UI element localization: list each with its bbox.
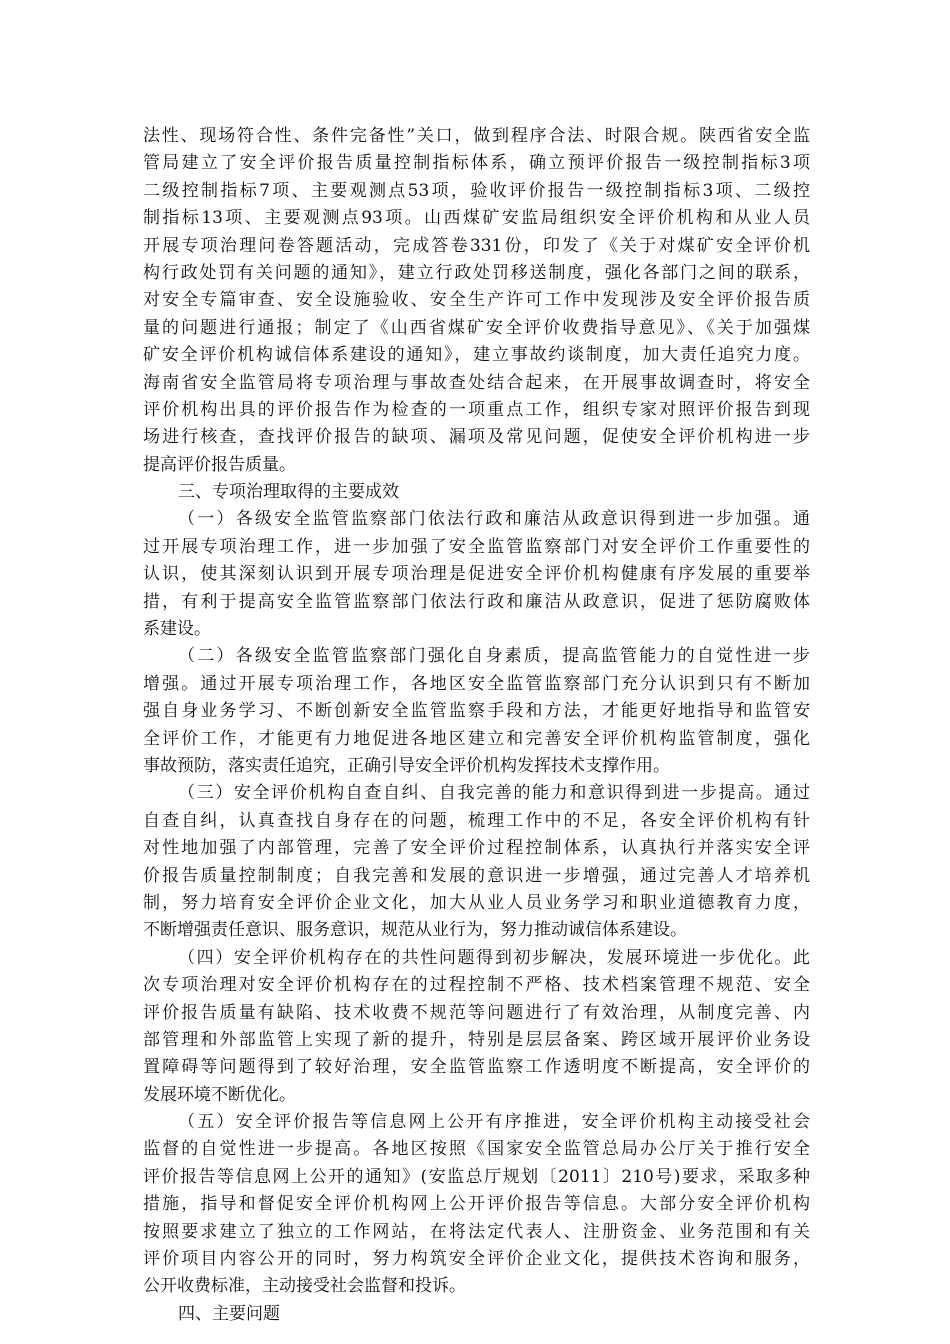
text-line: 系建设。 [143, 619, 211, 640]
text-line: （四）安全评价机构存在的共性问题得到初步解决，发展环境进一步优化。此 [178, 947, 810, 968]
text-line: 强自身业务学习、不断创新安全监管监察手段和方法，才能更好地指导和监管安 [143, 701, 810, 722]
text-line: 发展环境不断优化。 [143, 1084, 296, 1105]
text-line: 海南省安全监管局将专项治理与事故查处结合起来，在开展事故调查时，将安全 [143, 372, 810, 393]
text-line: 价报告质量控制制度；自我完善和发展的意识进一步增强，通过完善人才培养机 [143, 865, 810, 886]
text-line: 提高评价报告质量。 [143, 454, 296, 475]
text-line: 制，努力培育安全评价企业文化，加大从业人员业务学习和职业道德教育力度， [143, 892, 810, 913]
text-line: 评价机构出具的评价报告作为检查的一项重点工作，组织专家对照评价报告到现 [143, 399, 810, 420]
text-line: 评价项目内容公开的同时，努力构筑安全评价企业文化，提供技术咨询和服务， [143, 1249, 810, 1270]
text-line: 场进行核查，查找评价报告的缺项、漏项及常见问题，促使安全评价机构进一步 [143, 427, 810, 448]
text-line: 监督的自觉性进一步提高。各地区按照《国家安全监管总局办公厅关于推行安全 [143, 1139, 810, 1160]
text-line: 措施，指导和督促安全评价机构网上公开评价报告等信息。大部分安全评价机构 [143, 1194, 810, 1215]
text-line: 过开展专项治理工作，进一步加强了安全监管监察部门对安全评价工作重要性的 [143, 536, 810, 557]
text-line: 制指标13项、主要观测点93项。山西煤矿安监局组织安全评价机构和从业人员 [143, 208, 810, 229]
text-line: 认识，使其深刻认识到开展专项治理是促进安全评价机构健康有序发展的重要举 [143, 564, 810, 585]
text-line: （三）安全评价机构自查自纠、自我完善的能力和意识得到进一步提高。通过 [178, 783, 810, 804]
text-line: 评价报告等信息网上公开的通知》(安监总厅规划〔2011〕210号)要求，采取多种 [143, 1166, 810, 1187]
text-line: 开展专项治理问卷答题活动，完成答卷331份，印发了《关于对煤矿安全评价机 [143, 235, 810, 256]
text-line: （五）安全评价报告等信息网上公开有序推进，安全评价机构主动接受社会 [178, 1112, 810, 1133]
text-line: 部管理和外部监管上实现了新的提升，特别是层层备案、跨区域开展评价业务设 [143, 1029, 810, 1050]
text-line: 三、专项治理取得的主要成效 [178, 482, 399, 503]
text-line: 矿安全评价机构诚信体系建设的通知》，建立事故约谈制度，加大责任追究力度。 [143, 345, 810, 366]
text-line: （二）各级安全监管监察部门强化自身素质，提高监管能力的自觉性进一步 [178, 646, 810, 667]
text-line: 事故预防，落实责任追究，正确引导安全评价机构发挥技术支撑作用。 [143, 755, 670, 776]
text-line: 按照要求建立了独立的工作网站，在将法定代表人、注册资金、业务范围和有关 [143, 1221, 810, 1242]
text-line: 对性地加强了内部管理，完善了安全评价过程控制体系，认真执行并落实安全评 [143, 838, 810, 859]
text-line: 次专项治理对安全评价机构存在的过程控制不严格、技术档案管理不规范、安全 [143, 975, 810, 996]
document-body [143, 123, 810, 1328]
text-line: 不断增强责任意识、服务意识，规范从业行为，努力推动诚信体系建设。 [143, 920, 687, 941]
text-line: 构行政处罚有关问题的通知》，建立行政处罚移送制度，强化各部门之间的联系， [143, 262, 810, 283]
text-line: 措，有利于提高安全监管监察部门依法行政和廉洁从政意识，促进了惩防腐败体 [143, 591, 810, 612]
text-line: 四、主要问题 [178, 1303, 280, 1324]
text-line: 评价报告质量有缺陷、技术收费不规范等问题进行了有效治理，从制度完善、内 [143, 1002, 810, 1023]
text-line: 全评价工作，才能更有力地促进各地区建立和完善安全评价机构监管制度，强化 [143, 728, 810, 749]
text-line: 对安全专篇审查、安全设施验收、安全生产许可工作中发现涉及安全评价报告质 [143, 290, 810, 311]
text-line: 增强。通过开展专项治理工作，各地区安全监管监察部门充分认识到只有不断加 [143, 673, 810, 694]
text-line: 管局建立了安全评价报告质量控制指标体系，确立预评价报告一级控制指标3项 [143, 153, 810, 174]
text-line: 置障碍等问题得到了较好治理，安全监管监察工作透明度不断提高，安全评价的 [143, 1057, 810, 1078]
text-line: 公开收费标准，主动接受社会监督和投诉。 [143, 1276, 466, 1297]
text-line: （一）各级安全监管监察部门依法行政和廉洁从政意识得到进一步加强。通 [178, 509, 810, 530]
text-line: 量的问题进行通报；制定了《山西省煤矿安全评价收费指导意见》、《关于加强煤 [143, 317, 810, 338]
text-line: 二级控制指标7项、主要观测点53项，验收评价报告一级控制指标3项、二级控 [143, 180, 810, 201]
text-line: 法性、现场符合性、条件完备性”关口，做到程序合法、时限合规。陕西省安全监 [143, 126, 810, 146]
text-line: 自查自纠，认真查找自身存在的问题，梳理工作中的不足，各安全评价机构有针 [143, 810, 810, 831]
